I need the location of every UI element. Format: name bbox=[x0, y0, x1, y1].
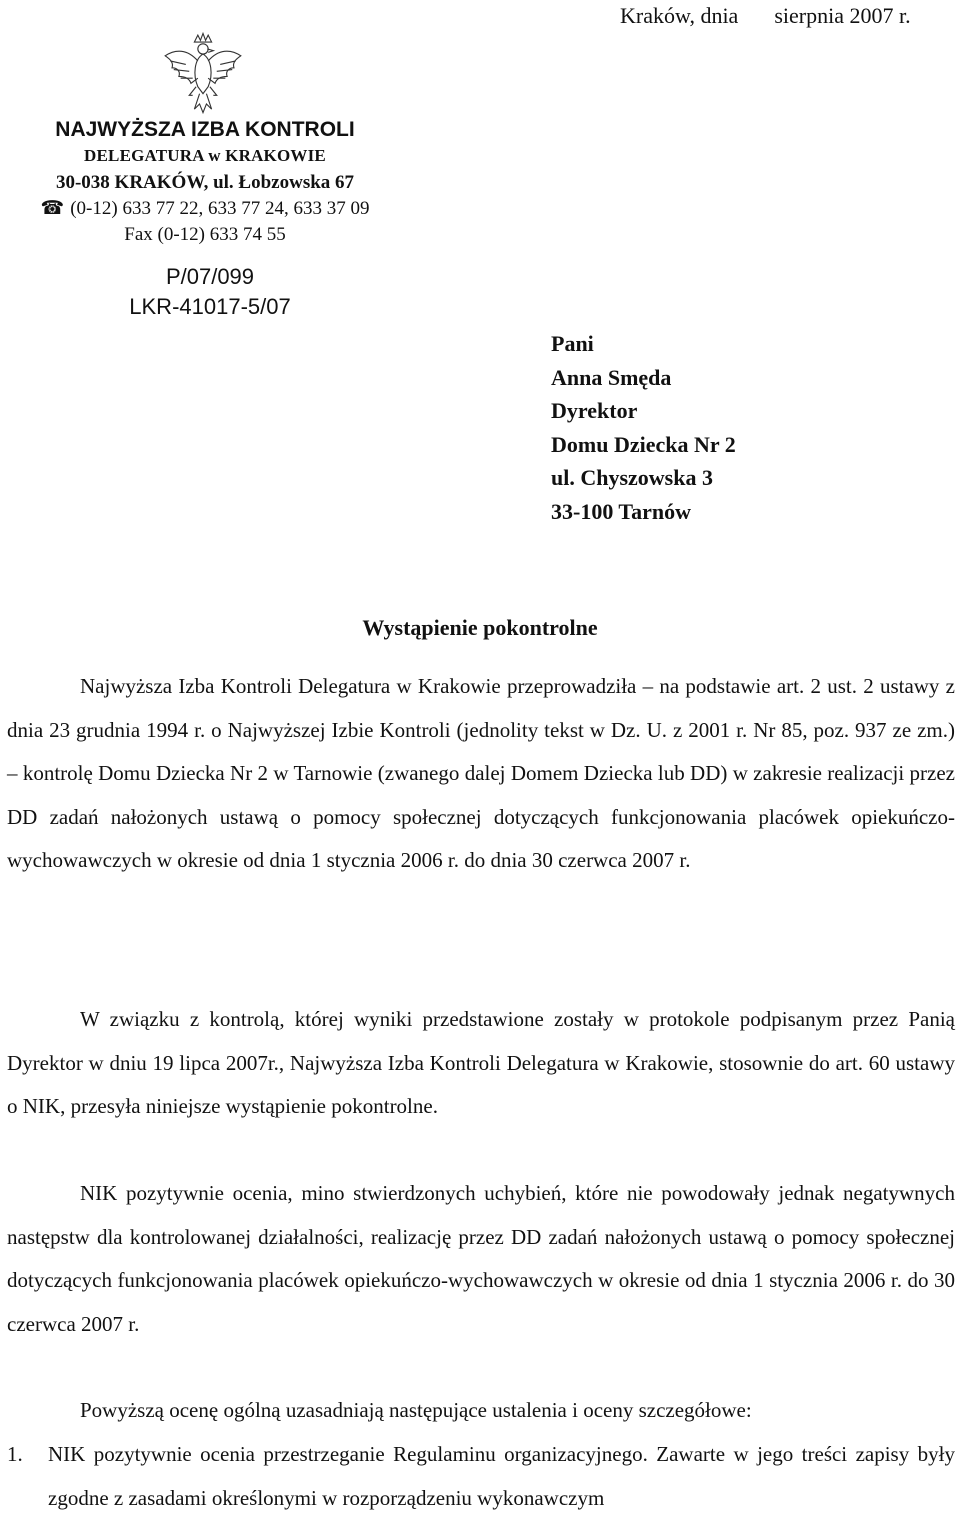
eagle-emblem-icon bbox=[160, 30, 246, 116]
recipient-street: ul. Chyszowska 3 bbox=[551, 465, 713, 490]
reference-2: LKR-41017-5/07 bbox=[129, 294, 291, 319]
paragraph-1: Najwyższa Izba Kontroli Delegatura w Krakowie przeprowadziła – na podstawie art. 2 ust. 2 ustawy z dnia 23 grudnia 1994 r. o Najwyższej Izbie Kontroli (jednolity tekst w Dz. U. z 2001 r. Nr 85, poz. 937 ze zm.) – kontrolę Domu Dziecka Nr 2 w Tarnowie (zwanego dalej Domem Dziecka lub DD) w zakresie realizacji przez DD zadań nałożonych ustawą o pomocy społecznej dotyczących funkcjonowania placówek opiekuńczo-wychowawczych w okresie od dnia 1 stycznia 2006 r. do dnia 30 czerwca 2007 r. bbox=[7, 674, 955, 872]
delegation-name: DELEGATURA w KRAKOWIE bbox=[84, 146, 326, 165]
date-rest: sierpnia 2007 r. bbox=[774, 3, 911, 28]
phone-icon: ☎ bbox=[40, 198, 65, 219]
paragraph-4: Powyższą ocenę ogólną uzasadniają następujące ustalenia i oceny szczegółowe: bbox=[80, 1398, 752, 1422]
list-item-text: NIK pozytywnie ocenia przestrzeganie Regulaminu organizacyjnego. Zawarte w jego treści zapisy były zgodne z zasadami określonymi w rozporządzeniu wykonawczym bbox=[48, 1442, 955, 1510]
phone-numbers: (0-12) 633 77 22, 633 77 24, 633 37 09 bbox=[70, 198, 370, 219]
date-label: Kraków, dnia bbox=[620, 3, 739, 28]
reference-1: P/07/099 bbox=[165, 264, 255, 289]
list-item-number: 1. bbox=[7, 1442, 23, 1466]
recipient-institution: Domu Dziecka Nr 2 bbox=[551, 431, 736, 457]
recipient-name: Anna Smęda bbox=[551, 364, 672, 390]
institution-address: 30-038 KRAKÓW, ul. Łobzowska 67 bbox=[55, 172, 355, 193]
paragraph-2: W związku z kontrolą, której wyniki przedstawione zostały w protokole podpisanym przez Panią Dyrektor w dniu 19 lipca 2007r., Najwyższa Izba Kontroli Delegatura w Krakowie, stosownie do art. 60 ustawy o NIK, przesyła niniejsze wystąpienie pokontrolne. bbox=[7, 1007, 955, 1118]
recipient-city: 33-100 Tarnów bbox=[551, 498, 691, 524]
document-title: Wystąpienie pokontrolne bbox=[362, 615, 598, 640]
recipient-salutation: Pani bbox=[551, 331, 594, 356]
institution-name: NAJWYŻSZA IZBA KONTROLI bbox=[55, 118, 355, 141]
recipient-position: Dyrektor bbox=[551, 398, 638, 423]
fax-number: Fax (0-12) 633 74 55 bbox=[124, 224, 286, 245]
recipient-block bbox=[551, 327, 736, 528]
institution-header bbox=[0, 116, 410, 248]
reference-numbers bbox=[0, 262, 420, 322]
document-date bbox=[620, 3, 911, 29]
phone-line bbox=[0, 196, 410, 222]
paragraph-3: NIK pozytywnie ocenia, mino stwierdzonych uchybień, które nie powodowały jednak negatywnych następstw dla kontrolowanej działalności, realizację przez DD zadań nałożonych ustawą o pomocy społecznej dotyczących funkcjonowania placówek opiekuńczo-wychowawczych w okresie od dnia 1 stycznia 2006 r. do 30 czerwca 2007 r. bbox=[7, 1181, 955, 1336]
